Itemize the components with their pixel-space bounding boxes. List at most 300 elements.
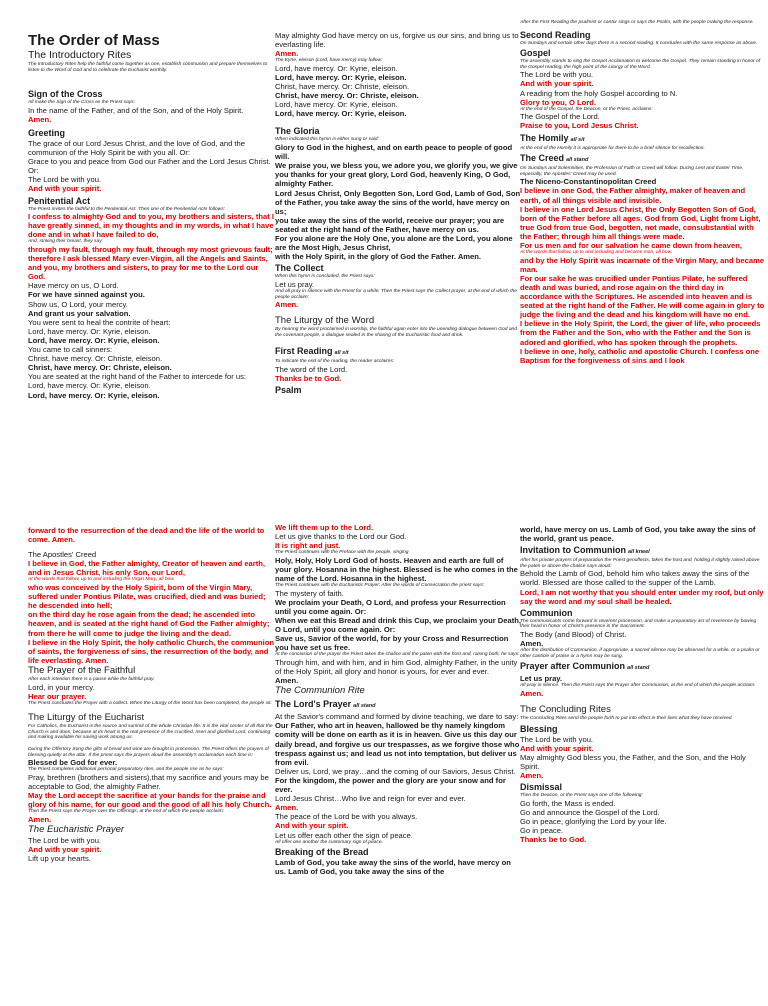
- posture-tag: all stand: [353, 703, 376, 710]
- rubric-note: [275, 327, 521, 338]
- text-line-text: Let us pray.: [520, 674, 563, 684]
- text-line-text: Let us pray.: [275, 279, 315, 289]
- text-line-text: At the Savior's command and formed by divine teaching, we dare to say:: [275, 712, 519, 722]
- rubric-note-text: The Introductory Rites help the faithful come together as one, establish communion and prepare themselves to listen to the Word of God and to celebrate the Eucharist worthily.: [28, 62, 268, 73]
- rubric-note-text: By hearing the word proclaimed in worship, the faithful again enter into the unending dialogue between God and the covenant people, a dialogue sealed in the sharing of the Eucharistic food and drink.: [275, 327, 517, 338]
- text-line-text: We praise you, we bless you, we adore you, we glorify you, we give you thanks for your great glory, Lord God, heavenly King, O God, almighty Father.: [275, 161, 518, 189]
- text-line-text: Lord, have mercy. Or: Kyrie, eleison.: [275, 100, 398, 110]
- people-response-text: Lord, I am not worthy that you should enter under my roof, but only say the word and my soul shall be healed.: [520, 587, 764, 606]
- text-line: [28, 290, 274, 299]
- text-line-text: Lord, have mercy. Or: Kyrie, eleison.: [28, 335, 160, 345]
- people-response: [28, 815, 274, 824]
- text-line-text: Lord, have mercy. Or: Kyrie, eleison.: [28, 326, 151, 336]
- subsection-heading: [520, 724, 766, 735]
- text-line: [520, 112, 766, 121]
- text-line: [275, 73, 521, 82]
- section-heading: [28, 665, 274, 677]
- text-line-text: Save us, Savior of the world, for by your Cross and Resurrection you have set us free.: [275, 634, 509, 653]
- rubric-note: [520, 619, 766, 630]
- people-response-text: And with your spirit.: [28, 184, 102, 194]
- rubric-note-text: All make the Sign of the Cross as the Priest says:: [28, 100, 136, 106]
- people-response-text: I believe in God, the Father almighty, Creator of heaven and earth, and in Jesus Christ, his only Son, our Lord,: [28, 559, 266, 578]
- text-line: [275, 82, 521, 91]
- rubric-note-text: At the end of the Homily it is appropriate for there to be a brief silence for recollection.: [520, 145, 705, 151]
- people-response: [28, 245, 274, 281]
- text-line: [28, 300, 274, 309]
- rubric-note-text: At the words that follow, up to and including and became man, all bow.: [520, 250, 673, 256]
- rubric-note-text: For Catholics, the Eucharist is the source and summit of the whole Christian life. It is the vital center of all that the Church is and does, because at its heart is the real presence of the crucified, risen and glorified Lord, continuing and making available his saving work among us.: [28, 724, 273, 741]
- text-line-text: May almighty God bless you, the Father, and the Son, and the Holy Spirit.: [520, 752, 746, 771]
- subsection-heading-text: Communion: [520, 607, 573, 618]
- subsection-heading: [275, 699, 521, 712]
- page1-column-1: [28, 0, 274, 503]
- rubric-note-text: After each intention there is a pause while the faithful pray.: [28, 676, 155, 682]
- rubric-note: [28, 747, 274, 758]
- people-response: [275, 49, 521, 58]
- page2-column-1: [28, 503, 274, 1006]
- text-line: [275, 109, 521, 118]
- text-line: [28, 381, 274, 390]
- subsection-heading-text: Second Reading: [520, 29, 591, 40]
- text-line-text: For we have sinned against you.: [28, 290, 145, 300]
- people-response-text: And with your spirit.: [520, 743, 594, 753]
- page2-column-3: [520, 503, 766, 1006]
- rubric-note: [275, 840, 521, 846]
- text-line: [28, 318, 274, 327]
- text-line: [520, 639, 766, 648]
- people-response: [275, 523, 521, 532]
- section-heading: [275, 685, 521, 697]
- text-line-text: Our Father, who art in heaven, hallowed be thy namely kingdom comity will be done on earth as it is in heaven. Give us this day our daily bread, and forgive us our trespasses, as we forgive those who trespass against us; and lead us not into temptation, but deliver us from evil.: [275, 721, 520, 767]
- people-response-text: And with your spirit.: [520, 79, 594, 89]
- posture-tag: all kneel: [628, 549, 650, 556]
- text-line: [275, 338, 521, 344]
- text-line: [28, 391, 274, 400]
- text-line-text: Christ, have mercy. Or: Christe, eleison.: [28, 363, 172, 373]
- text-line-text: For you alone are the Holy One, you alone are the Lord, you alone are the Most High, Jesus Christ,: [275, 233, 513, 253]
- rubric-note-text: At the conclusion of the prayer the Priest takes the chalice and the paten with the host and, raising both, he says:: [275, 652, 520, 658]
- subsection-heading-text: Greeting: [28, 127, 66, 138]
- people-response-text: Amen.: [520, 689, 544, 698]
- text-line-text: The Apostles' Creed: [28, 550, 97, 560]
- people-response-text: Thanks be to God.: [520, 835, 587, 845]
- text-line: [520, 799, 766, 808]
- rubric-note: [520, 41, 766, 47]
- text-line: [28, 336, 274, 345]
- people-response-text: I believe in one Lord Jesus Christ, the Only Begotten Son of God, born of the Father before all ages. God from God, Light from Light, true God from true God, begotten, not made, consubstantial with the Father; through him all things were made.: [520, 204, 761, 241]
- text-line: [275, 858, 521, 876]
- subsection-heading-text: The Collect: [275, 263, 324, 274]
- people-response: [520, 689, 766, 698]
- text-line-text: Lord, have mercy. Or: Kyrie, eleison.: [275, 63, 398, 73]
- text-line-text: Pray, brethren (brothers and sisters),that my sacrifice and yours may be acceptable to God, the almighty Father.: [28, 772, 269, 792]
- people-response-text: Amen.: [275, 803, 299, 813]
- subsection-heading-text: Sign of the Cross: [28, 89, 103, 100]
- people-response-text: Praise to you, Lord Jesus Christ.: [520, 121, 639, 131]
- people-response: [28, 115, 274, 124]
- text-line: [28, 157, 274, 175]
- rubric-note-text: And, striking their breast, they say:: [28, 239, 104, 245]
- text-line-text: You were sent to heal the contrite of heart:: [28, 317, 171, 327]
- rubric-note-text: On Sundays and certain other days there is a second reading. It concludes with the same response as above.: [520, 40, 758, 46]
- rubric-note-text: The Priest invites the faithful to the Penitential Act. Then one of the Penitential Acts follows:: [28, 206, 226, 212]
- subsection-heading-text: Dismissal: [520, 782, 563, 793]
- subsection-heading-text: The Gloria: [275, 126, 320, 137]
- subsection-heading-text: Penitential Act: [28, 195, 91, 206]
- people-response-text: Glory to you, O Lord.: [520, 97, 596, 107]
- rubric-note: [520, 146, 766, 152]
- text-line: [275, 189, 521, 216]
- people-response: [275, 541, 521, 550]
- text-line: [275, 100, 521, 109]
- people-response-text: I believe in the Holy Spirit, the Lord, the giver of life, who proceeds from the Father and the Son, who with the Father and the Son is adored and glorified, who has spoken through the prophets.: [520, 319, 761, 347]
- people-response: [520, 79, 766, 88]
- text-line-text: Lord Jesus Christ…Who live and reign for ever and ever.: [275, 794, 466, 804]
- people-response-text: Amen.: [275, 300, 299, 310]
- section-heading: [28, 712, 274, 724]
- people-response-text: I confess to almighty God and to you, my brothers and sisters, that I have greatly sinned, in my thoughts and in my words, in what I have done and in what I have failed to do,: [28, 212, 274, 240]
- section-heading: [520, 704, 766, 716]
- people-response-text: May the Lord accept the sacrifice at your hands for the praise and glory of his name, for our good and the good of all his holy Church.: [28, 791, 272, 810]
- text-line: [28, 345, 274, 354]
- people-response: [520, 98, 766, 107]
- text-line-text: Glory to God in the highest, and on earth peace to people of good will.: [275, 143, 513, 162]
- text-line: [28, 854, 274, 863]
- text-line-text: you take away the sins of the world, receive our prayer; you are seated at the right hand of the Father, have mercy on us.: [275, 215, 505, 234]
- text-line-text: Behold the Lamb of God, behold him who takes away the sins of the world. Blessed are those called to the supper of the Lamb.: [520, 569, 750, 588]
- text-line-text: The Lord be with you.: [520, 70, 594, 80]
- section-heading: [275, 315, 521, 327]
- rubric-note-text: All pray in silence. Then the Priest says the Prayer after Communion, at the end of which the people acclaim:: [520, 683, 756, 689]
- section-heading-text: The Introductory Rites: [28, 49, 132, 61]
- text-line-text: Amen.: [520, 639, 544, 649]
- section-heading-text: The Prayer of the Faithful: [28, 664, 136, 676]
- subsection-heading: [520, 48, 766, 59]
- text-line: [275, 634, 521, 652]
- posture-tag: all stand: [566, 157, 589, 164]
- subsection-heading: [520, 133, 766, 146]
- text-line-text: Lord, have mercy. Or: Kyrie, eleison.: [28, 381, 151, 391]
- text-line: [275, 721, 521, 766]
- people-response: [520, 241, 766, 250]
- people-response: [28, 845, 274, 854]
- document-title-text: The Order of Mass: [28, 32, 160, 49]
- people-response-text: who was conceived by the Holy Spirit, born of the Virgin Mary, suffered under Pontius Pilate, was crucified, died and was buried; he descended into hell;: [28, 583, 266, 611]
- text-line: [520, 525, 766, 543]
- text-line: [28, 139, 274, 157]
- text-line-text: The Lord be with you.: [28, 836, 102, 845]
- text-line: [275, 812, 521, 821]
- text-line: [275, 64, 521, 73]
- text-line-text: Christ, have mercy. Or: Christe, eleison.: [275, 82, 410, 92]
- rubric-note-text: The Priest continues with the Eucharistic Prayer: After the words of Consecration the priest says:: [275, 583, 485, 589]
- subsection-heading: [28, 128, 274, 139]
- text-line: [275, 831, 521, 840]
- people-response-text: It is right and just.: [275, 541, 341, 551]
- people-response-text: For us men and for our salvation he came down from heaven,: [520, 240, 742, 250]
- text-line: [520, 569, 766, 587]
- text-line: [275, 589, 521, 598]
- text-line: [28, 758, 274, 767]
- rubric-note-text: All offer one another the customary sign of peace.: [275, 839, 383, 845]
- text-line: [28, 327, 274, 336]
- people-response: [520, 347, 766, 365]
- rubric-note-text: And all pray in silence with the Priest for a while. Then the Priest says the Collect prayer, at the end of which the people acclaim:: [275, 288, 517, 300]
- rubric-note: [520, 59, 766, 70]
- page1-column-3: [520, 0, 766, 503]
- subsection-heading-text: Breaking of the Bread: [275, 847, 369, 858]
- text-line-text: The Lord be with you.: [28, 175, 102, 185]
- people-response-text: And with your spirit.: [275, 821, 349, 831]
- rubric-note-text: The Priest completes additional personal preparatory rites, and the people rise as he says:: [28, 767, 224, 773]
- subsection-heading-text: Invitation to Communion: [520, 545, 626, 556]
- people-response-text: Amen.: [28, 814, 52, 824]
- text-line: [520, 630, 766, 639]
- text-line: [275, 556, 521, 583]
- page2-column-2: [275, 503, 521, 1006]
- people-response: [520, 121, 766, 130]
- rubric-note-text: During the Offertory Song the gifts of bread and wine are brought in procession. The Priest offers the prayers of blessing quietly at the altar. If the priest says the prayers aloud the assembly's acclamation each time is:: [28, 747, 269, 758]
- text-line-text: Amen.: [275, 676, 299, 686]
- text-line-text: You are seated at the right hand of the Father to intercede for us:: [28, 372, 246, 382]
- rubric-note-text: After the First Reading the psalmist or cantor sings or says the Psalm, with the people making the response.: [520, 20, 754, 25]
- rubric-note: [520, 648, 766, 659]
- section-heading-text: The Eucharistic Prayer: [28, 824, 125, 835]
- section-heading: [28, 824, 274, 836]
- text-line-text: A reading from the holy Gospel according to N.: [520, 88, 678, 98]
- text-line: [28, 309, 274, 318]
- posture-tag: all stand: [627, 665, 650, 672]
- subsection-heading-text: The Homily: [520, 132, 569, 143]
- text-line-text: Lord, have mercy. Or: Kyrie, eleison.: [275, 109, 407, 119]
- people-response: [28, 692, 274, 701]
- people-response: [520, 744, 766, 753]
- text-line-text: The grace of our Lord Jesus Christ, and the love of God, and the communion of the Holy Spirit be with you all. Or:: [28, 138, 245, 158]
- people-response: [28, 184, 274, 193]
- subsection-heading-text: The Lord's Prayer: [275, 699, 352, 710]
- text-line: [275, 658, 521, 676]
- people-response-text: We lift them up to the Lord.: [275, 523, 374, 532]
- subsection-heading: [275, 346, 521, 359]
- text-line: [28, 773, 274, 791]
- text-line-text: Christ, have mercy. Or: Christe, eleison.: [275, 91, 419, 101]
- text-line-text: Lord Jesus Christ, Only Begotten Son, Lord God, Lamb of God, Son of the Father, you take away the sins of the world, have mercy on us;: [275, 188, 521, 216]
- subsection-heading-text: Prayer after Communion: [520, 661, 626, 672]
- people-response: [520, 771, 766, 780]
- people-response-text: I believe in one, holy, catholic and apostolic Church. I confess one Baptism for the forgiveness of sins and I look: [520, 346, 760, 365]
- people-response-text: through my fault, through my fault, through my most grievous fault; therefore I ask blessed Mary ever-Virgin, all the Angels and Saints, and you, my brothers and sisters, to pray for me to the Lord our God.: [28, 245, 273, 282]
- people-response: [520, 588, 766, 606]
- rubric-note-text: Then the Deacon, or the Priest says one of the following:: [520, 793, 643, 799]
- text-line: [28, 106, 274, 115]
- people-response: [520, 256, 766, 274]
- text-line: [28, 175, 274, 184]
- text-line-text: Lord, have mercy. Or: Kyrie, eleison.: [28, 390, 160, 400]
- people-response-text: forward to the resurrection of the dead and the life of the world to come. Amen.: [28, 526, 265, 545]
- subsection-heading: [520, 153, 766, 166]
- text-line: [520, 177, 766, 186]
- text-line: [520, 89, 766, 98]
- text-line-text: Let us offer each other the sign of peace.: [275, 830, 413, 840]
- people-response-text: Amen.: [28, 114, 52, 124]
- text-line-text: Deliver us, Lord, we pray…and the coming of our Saviors, Jesus Christ.: [275, 766, 516, 776]
- text-line: [275, 161, 521, 188]
- text-line-text: Go forth, the Mass is ended.: [520, 798, 616, 808]
- rubric-note-text: The assembly stands to sing the Gospel Acclamation to welcome the Gospel. They remain standing in honor of the Gospel reading, the high point of the Liturgy of the Word.: [520, 59, 761, 70]
- people-response: [28, 791, 274, 809]
- text-line: [28, 363, 274, 372]
- text-line-text: The Body (and Blood) of Christ.: [520, 629, 627, 639]
- subsection-heading: [520, 30, 766, 41]
- rubric-note: [520, 20, 766, 26]
- people-response-text: Thanks be to God.: [275, 374, 342, 384]
- text-line-text: Have mercy on us, O Lord.: [28, 281, 119, 291]
- text-line: [28, 836, 274, 845]
- document-title: [28, 32, 274, 49]
- text-line-text: Show us, O Lord, your mercy.: [28, 299, 128, 309]
- rubric-note: [275, 289, 521, 300]
- posture-tag: all sit: [570, 136, 585, 143]
- page1-column-2: [275, 0, 521, 503]
- text-line-text: May almighty God have mercy on us, forgive us our sins, and bring us to everlasting life.: [275, 31, 519, 50]
- text-line: [275, 31, 521, 49]
- text-line-text: For the kingdom, the power and the glory are your snow and for ever.: [275, 775, 506, 795]
- posture-tag: all sit: [334, 350, 349, 357]
- text-line: [275, 598, 521, 616]
- text-line: [28, 79, 274, 85]
- rubric-note: [28, 62, 274, 73]
- text-line-text: And grant us your salvation.: [28, 308, 131, 318]
- text-line: [28, 683, 274, 692]
- people-response-text: I believe in the Holy Spirit, the holy catholic Church, the communion of saints, the forgiveness of sins, the resurrection of the body, and life everlasting. Amen.: [28, 637, 274, 665]
- subsection-heading: [275, 126, 521, 137]
- people-response: [520, 274, 766, 319]
- text-line: [28, 550, 274, 559]
- text-line-text: We proclaim your Death, O Lord, and profess your Resurrection until you come again. Or:: [275, 597, 506, 616]
- subsection-heading-text: Gospel: [520, 48, 551, 59]
- text-line-text: The peace of the Lord be with you always.: [275, 812, 418, 822]
- people-response: [275, 803, 521, 812]
- section-heading: [28, 49, 274, 62]
- people-response: [520, 835, 766, 844]
- text-line-text: Lord, have mercy. Or: Kyrie, eleison.: [275, 72, 407, 82]
- text-line: [28, 372, 274, 381]
- subsection-heading: [520, 782, 766, 793]
- text-line-text: The word of the Lord.: [275, 365, 348, 374]
- people-response: [520, 205, 766, 241]
- text-line: [520, 808, 766, 817]
- text-line-text: When we eat this Bread and drink this Cup, we proclaim your Death, O Lord, until you come again. Or:: [275, 616, 521, 635]
- text-line: [275, 280, 521, 289]
- text-line: [275, 776, 521, 794]
- rubric-note-text: When this hymn is concluded, the Priest says:: [275, 274, 375, 280]
- text-line-text: Christ, have mercy. Or: Christe, eleison.: [28, 354, 163, 364]
- rubric-note-text: At the end of the Gospel, the Deacon, or the Priest, acclaims:: [520, 106, 653, 112]
- subsection-heading: [520, 661, 766, 674]
- people-response: [28, 583, 274, 610]
- people-response-text: For our sake he was crucified under Pontius Pilate, he suffered death and was buried, and rose again on the third day in accordance with the Scriptures. He ascended into heaven and is seated at the right hand of the Father. He will come again in glory to judge the living and the dead and his kingdom will have no end.: [520, 273, 765, 320]
- rubric-note-text: On Sundays and Solemnities, the Profession of Faith or Creed will follow. During Lent and Easter Time, especially, the Apostles' Creed may be used.: [520, 166, 744, 177]
- rubric-note-text: The Concluding Rites send the people forth to put into effect in their lives what they have received.: [520, 716, 733, 722]
- text-line-text: Blessed be God for ever.: [28, 758, 118, 768]
- rubric-note: [520, 716, 766, 722]
- text-line: [275, 118, 521, 124]
- text-line: [520, 826, 766, 835]
- rubric-note: [520, 166, 766, 177]
- text-line: [275, 676, 521, 685]
- people-response-text: on the third day he rose again from the dead; he ascended into heaven, and is seated at the right hand of God the Father almighty; from there he will come to judge the living and the dead.: [28, 610, 270, 638]
- subsection-heading: [28, 89, 274, 100]
- people-response: [28, 638, 274, 665]
- text-line-text: world, have mercy on us. Lamb of God, you take away the sins of the world, grant us peace.: [520, 525, 756, 544]
- text-line-text: Through him, and with him, and in him God, almighty Father, in the unity of the Holy Spirit, all glory and honor is yours, for ever and ever.: [275, 658, 518, 677]
- text-line: [275, 216, 521, 234]
- text-line-text: Go and announce the Gospel of the Lord.: [520, 807, 660, 817]
- subsection-heading-text: Psalm: [275, 385, 302, 396]
- text-line: [28, 354, 274, 363]
- subsection-heading-text: Blessing: [520, 723, 558, 734]
- text-line-text: Lord, in your mercy.: [28, 682, 95, 692]
- text-line: [28, 281, 274, 290]
- text-line-text: The Niceno-Constantinopolitan Creed: [520, 177, 657, 187]
- people-response: [28, 559, 274, 577]
- text-line-text: Grace to you and peace from God our Father and the Lord Jesus Christ. Or:: [28, 157, 271, 176]
- subsection-heading: [275, 847, 521, 858]
- text-line-text: Holy, Holy, Holy Lord God of hosts. Heaven and earth are full of your glory. Hosanna in the highest. Blessed is he who comes in the name of the Lord. Hosanna in the highest.: [275, 555, 518, 584]
- document-page-2: [0, 503, 768, 1006]
- text-line-text: The mystery of faith.: [275, 588, 344, 598]
- people-response-text: I believe in one God, the Father almighty, maker of heaven and earth, of all things visible and invisible.: [520, 186, 746, 205]
- text-line-text: with the Holy Spirit, in the glory of God the Father. Amen.: [275, 252, 482, 262]
- rubric-note-text: At the words that follow, up to and including the Virgin Mary, all bow.: [28, 577, 175, 583]
- rubric-note: [520, 558, 766, 569]
- subsection-heading: [520, 608, 766, 619]
- text-line: [275, 252, 521, 261]
- text-line-text: Go in peace, glorifying the Lord by your life.: [520, 816, 667, 826]
- rubric-note-text: The communicants come forward in reverent procession, and make a preparatory act of reverence by bowing their head in honor of Christ's presence in the Sacrament.: [520, 618, 757, 630]
- subsection-heading-text: First Reading: [275, 346, 333, 357]
- subsection-heading-text: The Creed: [520, 153, 565, 164]
- text-line: [275, 712, 521, 721]
- text-line-text: You came to call sinners:: [28, 345, 113, 355]
- text-line: [520, 70, 766, 79]
- text-line: [275, 91, 521, 100]
- text-line: [275, 234, 521, 252]
- text-line-text: The Lord be with you.: [520, 734, 594, 744]
- rubric-note-text: When indicated this hymn is either sung or said:: [275, 137, 379, 143]
- rubric-note: [28, 724, 274, 741]
- rubric-note-text: The Kyrie, eleison (Lord, have mercy) may follow:: [275, 58, 383, 64]
- people-response: [520, 186, 766, 204]
- people-response: [275, 300, 521, 309]
- text-line-text: Lift up your hearts.: [28, 854, 91, 864]
- text-line: [275, 143, 521, 161]
- text-line: [275, 767, 521, 776]
- subsection-heading: [275, 263, 521, 274]
- people-response: [275, 821, 521, 830]
- people-response-text: Hear our prayer.: [28, 691, 87, 701]
- people-response-text: and by the Holy Spirit was incarnate of the Virgin Mary, and became man.: [520, 255, 765, 274]
- people-response-text: And with your spirit.: [28, 845, 102, 855]
- subsection-heading: [520, 545, 766, 558]
- rubric-note: [520, 683, 766, 689]
- text-line: [275, 365, 521, 374]
- text-line-text: Let us give thanks to the Lord our God.: [275, 532, 407, 542]
- subsection-heading: [275, 385, 521, 396]
- people-response: [28, 526, 274, 544]
- text-line: [275, 616, 521, 634]
- text-line-text: In the name of the Father, and of the Son, and of the Holy Spirit.: [28, 105, 244, 115]
